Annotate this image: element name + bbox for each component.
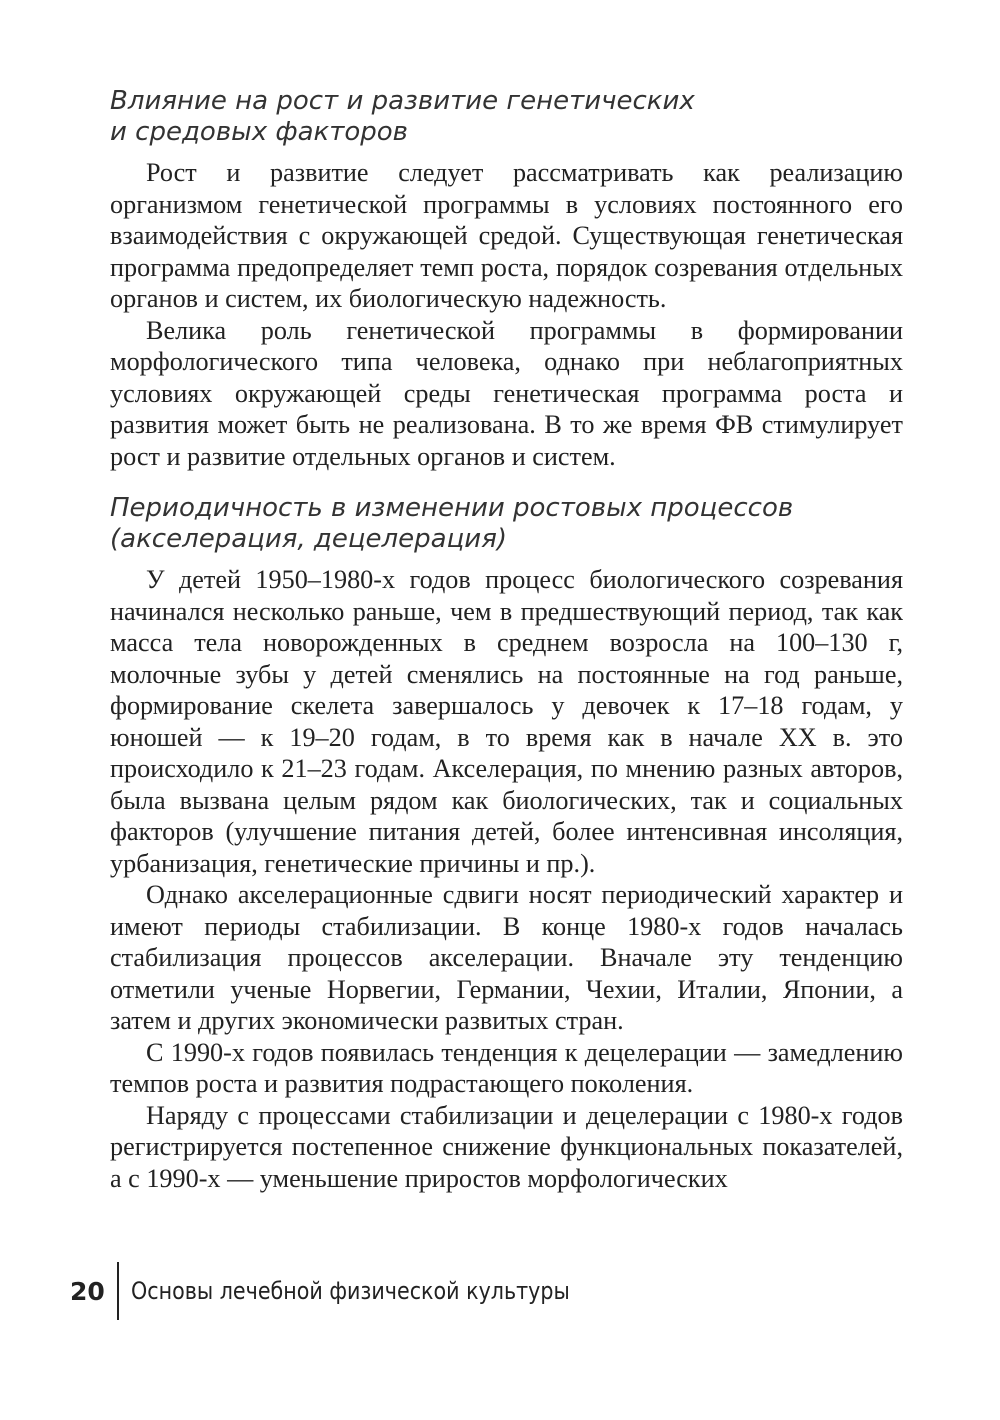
running-title: Основы лечебной физической культуры	[130, 1277, 570, 1305]
heading-line: Периодичность в изменении ростовых процессов	[110, 493, 794, 523]
heading-line: и средовых факторов	[110, 117, 408, 147]
page-footer	[70, 1262, 641, 1320]
heading-line: (акселерация, децелерация)	[110, 524, 507, 554]
page-number: 20	[70, 1276, 105, 1306]
footer-divider	[117, 1262, 119, 1320]
section-heading-acceleration	[110, 493, 903, 555]
page-body	[110, 86, 903, 1194]
paragraph: С 1990-х годов появилась тенденция к децелерации — замедлению темпов роста и развития подрастающего поколения.	[110, 1037, 903, 1098]
paragraph: Однако акселерационные сдвиги носят периодический характер и имеют периоды стабилизации. В конце 1980-х годов началась стабилизация процессов акселерации. Вначале эту тенденцию отметили ученые Норвегии, Германии, Чехии, Италии, Японии, а затем и других экономически развитых стран.	[110, 880, 903, 1035]
paragraph: У детей 1950–1980-х годов процесс биологического созревания начинался несколько раньше, чем в предшествующий период, так как масса тела новорожденных в среднем возросла на 100–130 г, молочные зубы у детей сменялись на постоянные на год раньше, формирование скелета завершалось у девочек к 17–18 годам, у юношей — к 19–20 годам, в то время как в начале XX в. это происходило к 21–23 годам. Акселерация, по мнению разных авторов, была вызвана целым рядом как биологических, так и социальных факторов (улучшение питания детей, более интенсивная инсоляция, урбанизация, генетические причины и пр.).	[110, 565, 903, 878]
section-heading-genetic-factors	[110, 86, 903, 148]
paragraph: Наряду с процессами стабилизации и децелерации с 1980-х годов регистрируется постепенное снижение функциональных показателей, а с 1990-х — уменьшение приростов морфологических	[110, 1100, 903, 1193]
paragraph: Рост и развитие следует рассматривать как реализацию организмом генетической программы в условиях постоянного его взаимодействия с окружающей средой. Существующая генетическая программа предопределяет темп роста, порядок созревания отдельных органов и систем, их биологическую надежность.	[110, 158, 903, 313]
paragraph: Велика роль генетической программы в формировании морфологического типа человека, однако при неблагоприятных условиях окружающей среды генетическая программа роста и развития может быть не реализована. В то же время ФВ стимулирует рост и развитие отдельных органов и систем.	[110, 315, 903, 471]
heading-line: Влияние на рост и развитие генетических	[110, 86, 695, 116]
